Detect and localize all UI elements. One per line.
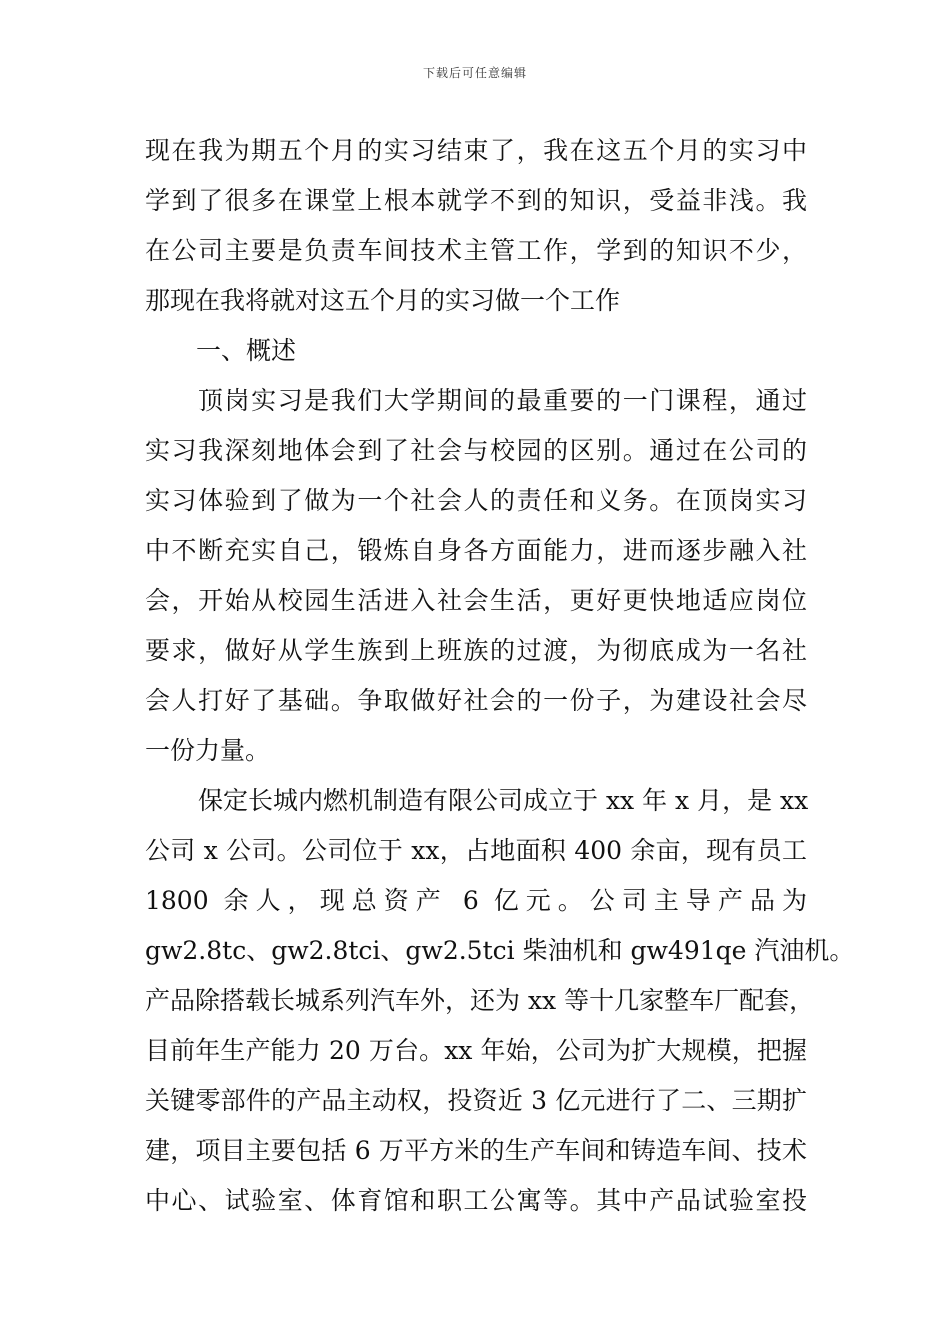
body-line: 在公司主要是负责车间技术主管工作，学到的知识不少，: [145, 236, 807, 265]
body-line: 保定长城内燃机制造有限公司成立于 xx 年 x 月，是 xx: [198, 786, 809, 815]
body-line: 实习我深刻地体会到了社会与校园的区别。通过在公司的: [145, 436, 807, 465]
body-line: 目前年生产能力 20 万台。xx 年始，公司为扩大规模，把握: [145, 1036, 807, 1065]
body-line: 顶岗实习是我们大学期间的最重要的一门课程，通过: [198, 386, 807, 415]
body-line: 学到了很多在课堂上根本就学不到的知识，受益非浅。我: [145, 186, 807, 215]
body-line: 公司 x 公司。公司位于 xx，占地面积 400 余亩，现有员工: [145, 836, 807, 865]
header-note: 下载后可任意编辑: [422, 66, 527, 80]
body-line: gw2.8tc、gw2.8tci、gw2.5tci 柴油机和 gw491qe 汽油机。: [145, 936, 855, 965]
body-line: 那现在我将就对这五个月的实习做一个工作: [145, 286, 621, 315]
body-line: 中不断充实自己，锻炼自身各方面能力，进而逐步融入社: [145, 536, 807, 565]
section-heading: 一、概述: [196, 336, 297, 365]
body-line: 会，开始从校园生活进入社会生活，更好更快地适应岗位: [145, 586, 807, 615]
body-line: 会人打好了基础。争取做好社会的一份子，为建设社会尽: [145, 686, 807, 715]
body-line: 关键零部件的产品主动权，投资近 3 亿元进行了二、三期扩: [145, 1086, 807, 1115]
body-line: 建，项目主要包括 6 万平方米的生产车间和铸造车间、技术: [145, 1136, 807, 1165]
body-line: 1800 余人，现总资产 6 亿元。公司主导产品为: [145, 886, 807, 915]
body-line: 实习体验到了做为一个社会人的责任和义务。在顶岗实习: [145, 486, 807, 515]
body-line: 中心、试验室、体育馆和职工公寓等。其中产品试验室投: [145, 1186, 807, 1215]
body-line: 现在我为期五个月的实习结束了，我在这五个月的实习中: [145, 136, 807, 165]
body-line: 要求，做好从学生族到上班族的过渡，为彻底成为一名社: [145, 636, 807, 665]
body-line: 产品除搭载长城系列汽车外，还为 xx 等十几家整车厂配套，: [145, 986, 815, 1015]
body-line: 一份力量。: [145, 736, 271, 765]
